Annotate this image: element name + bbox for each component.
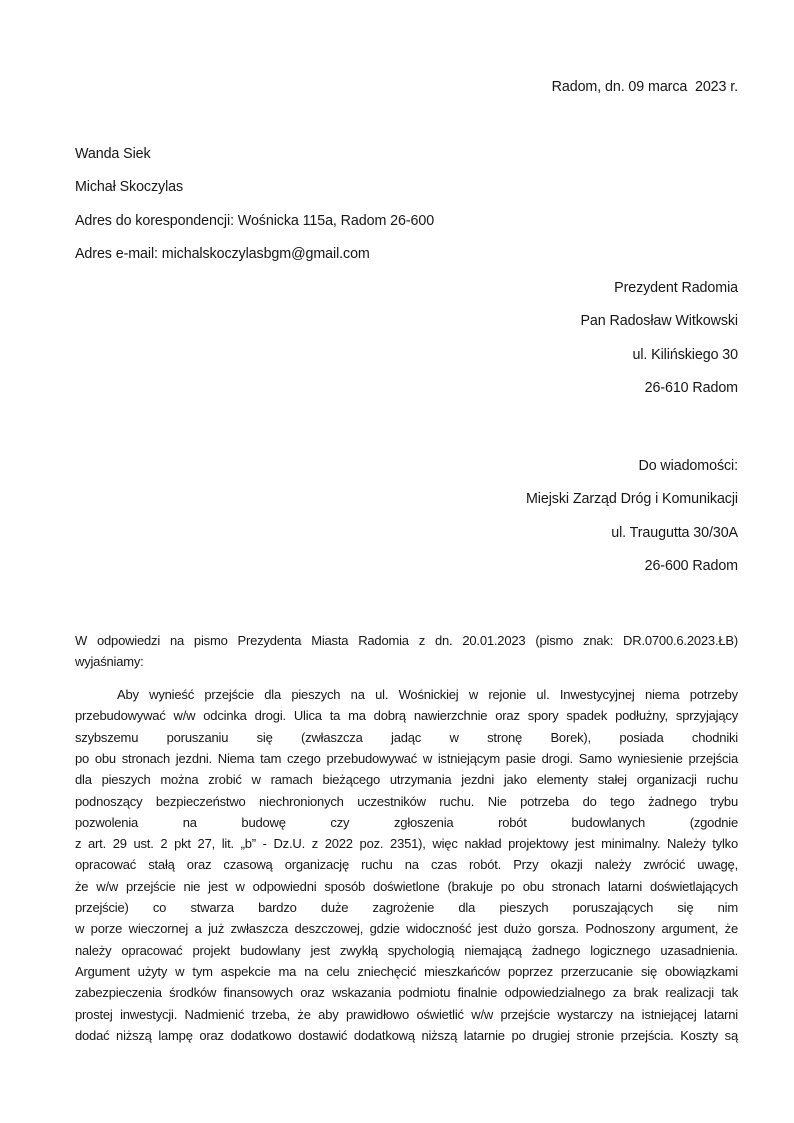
text-line: z art. 29 ust. 2 pkt 27, lit. „b” - Dz.U. z 2022 poz. 2351), więc nakład projektowy jest minimalny. Należy tylko bbox=[75, 836, 738, 852]
text-line: Aby wynieść przejście dla pieszych na ul. Wośnickiej w rejonie ul. Inwestycyjnej niema potrzeby bbox=[117, 687, 738, 703]
date-line: Radom, dn. 09 marca 2023 r. bbox=[551, 79, 738, 95]
text-line: pozwolenia na budowę czy zgłoszenia robót budowlanych (zgodnie bbox=[75, 814, 738, 830]
text-line: opracować stałą oraz czasową organizację ruchu na czas robót. Przy okazji należy zwrócić uwagę, bbox=[75, 857, 738, 873]
text-line: W odpowiedzi na pismo Prezydenta Miasta Radomia z dn. 20.01.2023 (pismo znak: DR.0700.6.2023.ŁB) bbox=[75, 632, 738, 648]
text-line: w porze wieczornej a już zwłaszcza deszczowej, gdzie widoczność jest dużo gorsza. Podnoszony argument, że bbox=[75, 921, 738, 937]
recipient-block bbox=[75, 272, 738, 406]
text-line: że w/w przejście nie jest w odpowiedni sposób doświetlone (brakuje po obu stronach latarni doświetlających bbox=[75, 878, 738, 894]
text-line: po obu stronach jezdni. Niema tam czego przebudowywać w istniejącym pasie drogi. Samo wyniesienie przejścia bbox=[75, 750, 738, 766]
text-line: dla pieszych można zrobić w ramach bieżącego utrzymania jezdni jako elementy stałej organizacji ruchu bbox=[75, 772, 738, 788]
cc-block bbox=[75, 450, 738, 584]
body-paragraph bbox=[75, 684, 738, 1046]
recipient-line: Pan Radosław Witkowski bbox=[580, 313, 738, 329]
cc-line: Miejski Zarząd Dróg i Komunikacji bbox=[525, 491, 738, 507]
recipient-line: 26-610 Radom bbox=[644, 380, 738, 396]
letter-content bbox=[75, 71, 738, 1046]
text-line: Argument użyty w tym aspekcie ma na celu zniechęcić mieszkańców poprzez przerzucanie się obowiązkami bbox=[75, 963, 738, 979]
sender-block bbox=[75, 138, 738, 272]
cc-line: Do wiadomości: bbox=[638, 457, 738, 474]
text-line: prostej inwestycji. Nadmienić trzeba, że aby prawidłowo oświetlić w/w przejście wystarczy na istniejącej latarni bbox=[75, 1006, 738, 1022]
text-line: dodać niższą lampę oraz dodatkowo dostawić dodatkową niższą latarnie po drugiej stronie przejścia. Koszty są bbox=[75, 1027, 738, 1043]
text-line: przejście) co stwarza bardzo duże zagrożenie dla pieszych poruszających się nim bbox=[75, 900, 738, 916]
text-line: przebudowywać w/w odcinka drogi. Ulica ta ma dobrą nawierzchnie oraz spory spadek podłużny, sprzyjający bbox=[75, 708, 738, 724]
date-block bbox=[75, 71, 738, 105]
text-line: wyjaśniamy: bbox=[75, 653, 144, 669]
intro-paragraph bbox=[75, 630, 738, 673]
sender-line: Adres do korespondencji: Wośnicka 115a, Radom 26-600 bbox=[75, 212, 435, 229]
recipient-line: ul. Kilińskiego 30 bbox=[632, 346, 738, 363]
sender-line: Michał Skoczylas bbox=[75, 179, 184, 195]
text-line: zabezpieczenia środków finansowych oraz wskazania podmiotu finalnie odpowiedzialnego za brak realizacji tak bbox=[75, 985, 738, 1001]
sender-line: Adres e-mail: michalskoczylasbgm@gmail.com bbox=[75, 246, 370, 262]
text-line: szybszemu poruszaniu się (zwłaszcza jadąc w stronę Borek), posiada chodniki bbox=[75, 729, 738, 745]
sender-line: Wanda Siek bbox=[75, 145, 151, 162]
recipient-line: Prezydent Radomia bbox=[614, 279, 738, 296]
text-line: podnoszący bezpieczeństwo niechronionych uczestników ruchu. Nie potrzeba do tego żadnego trybu bbox=[75, 793, 738, 809]
cc-line: ul. Traugutta 30/30A bbox=[611, 524, 738, 541]
text-line: należy opracować projekt budowlany jest zwykłą spychologią niemającą żadnego logicznego uzasadnienia. bbox=[75, 942, 738, 958]
cc-line: 26-600 Radom bbox=[644, 558, 738, 574]
